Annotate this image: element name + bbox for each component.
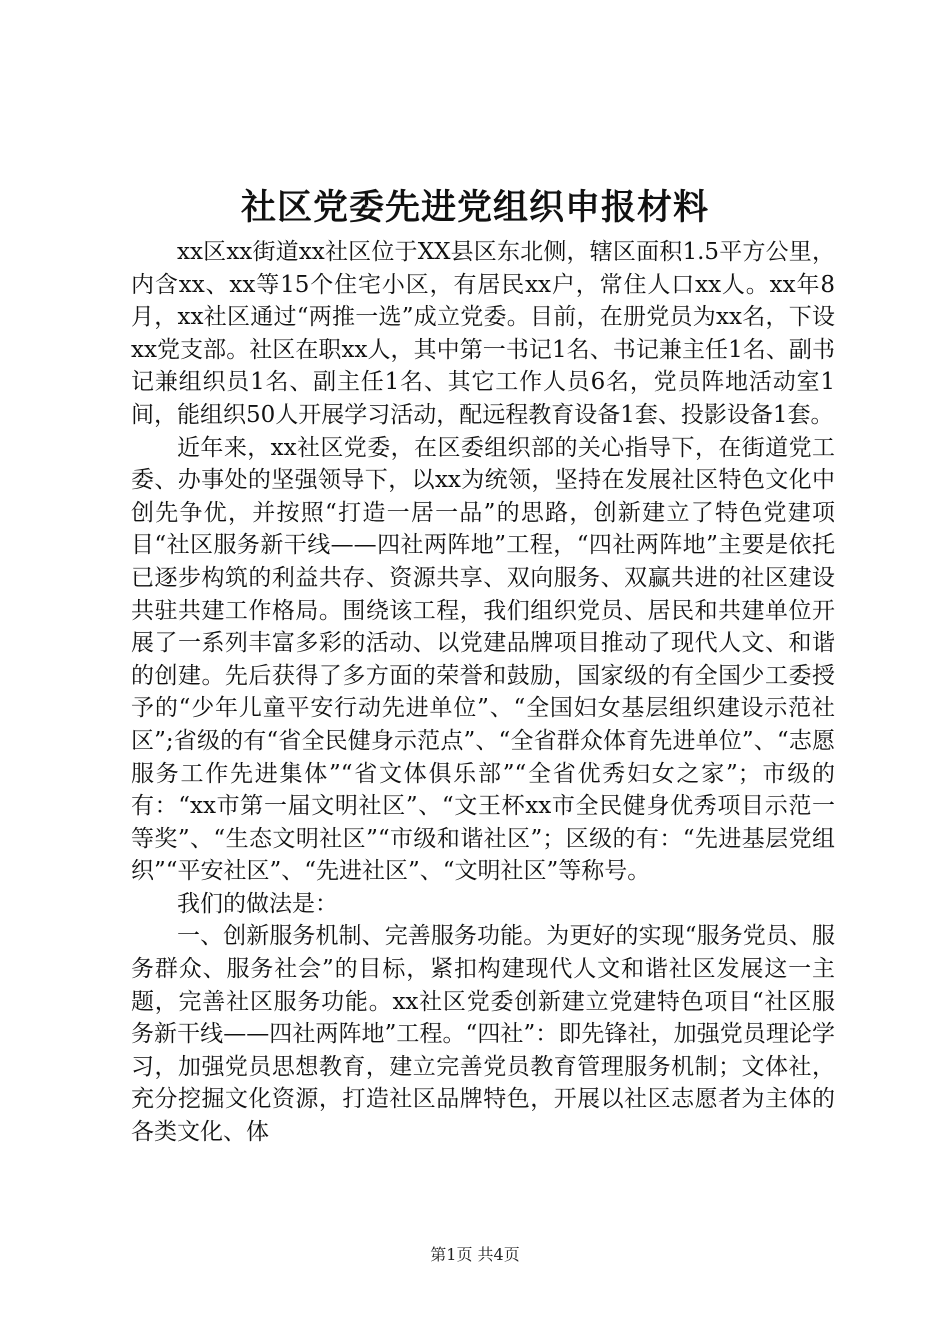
document-title: 社区党委先进党组织申报材料 [240, 187, 709, 228]
document-body [131, 236, 835, 1149]
paragraph-method-one: 一、创新服务机制、完善服务功能。为更好的实现“服务党员、服务群众、服务社会”的目标，紧扣构建现代人文和谐社区发展这一主题，完善社区服务功能。xx社区党委创新建立党建特色项目“社区服务新干线——四社两阵地”工程。“四社”：即先锋社，加强党员理论学习，加强党员思想教育，建立完善党员教育管理服务机制；文体社，充分挖掘文化资源，打造社区品牌特色，开展以社区志愿者为主体的各类文化、体 [131, 923, 835, 1146]
page-footer: 第1页 共4页 [430, 1245, 520, 1264]
paragraph-achievements: 近年来，xx社区党委，在区委组织部的关心指导下，在街道党工委、办事处的坚强领导下，以xx为统领，坚持在发展社区特色文化中创先争优，并按照“打造一居一品”的思路，创新建立了特色党建项目“社区服务新干线——四社两阵地”工程，“四社两阵地”主要是依托已逐步构筑的利益共存、资源共享、双向服务、双赢共进的社区建设共驻共建工作格局。围绕该工程，我们组织党员、居民和共建单位开展了一系列丰富多彩的活动、以党建品牌项目推动了现代人文、和谐的创建。先后获得了多方面的荣誉和鼓励，国家级的有全国少工委授予的“少年儿童平安行动先进单位”、“全国妇女基层组织建设示范社区”;省级的有“省全民健身示范点”、“全省群众体育先进单位”、“志愿服务工作先进集体”“省文体俱乐部”“全省优秀妇女之家”；市级的有：“xx市第一届文明社区”、“文王杯xx市全民健身优秀项目示范一等奖”、“生态文明社区”“市级和谐社区”；区级的有：“先进基层党组织”“平安社区”、“先进社区”、“文明社区”等称号。 [131, 434, 835, 885]
paragraph-intro: xx区xx街道xx社区位于XX县区东北侧，辖区面积1.5平方公里，内含xx、xx等15个住宅小区，有居民xx户，常住人口xx人。xx年8月，xx社区通过“两推一选”成立党委。目前，在册党员为xx名，下设xx党支部。社区在职xx人，其中第一书记1名、书记兼主任1名、副书记兼组织员1名、副主任1名、其它工作人员6名，党员阵地活动室1间，能组织50人开展学习活动，配远程教育设备1套、投影设备1套。 [131, 239, 835, 428]
paragraph-methods-heading: 我们的做法是： [177, 890, 338, 917]
